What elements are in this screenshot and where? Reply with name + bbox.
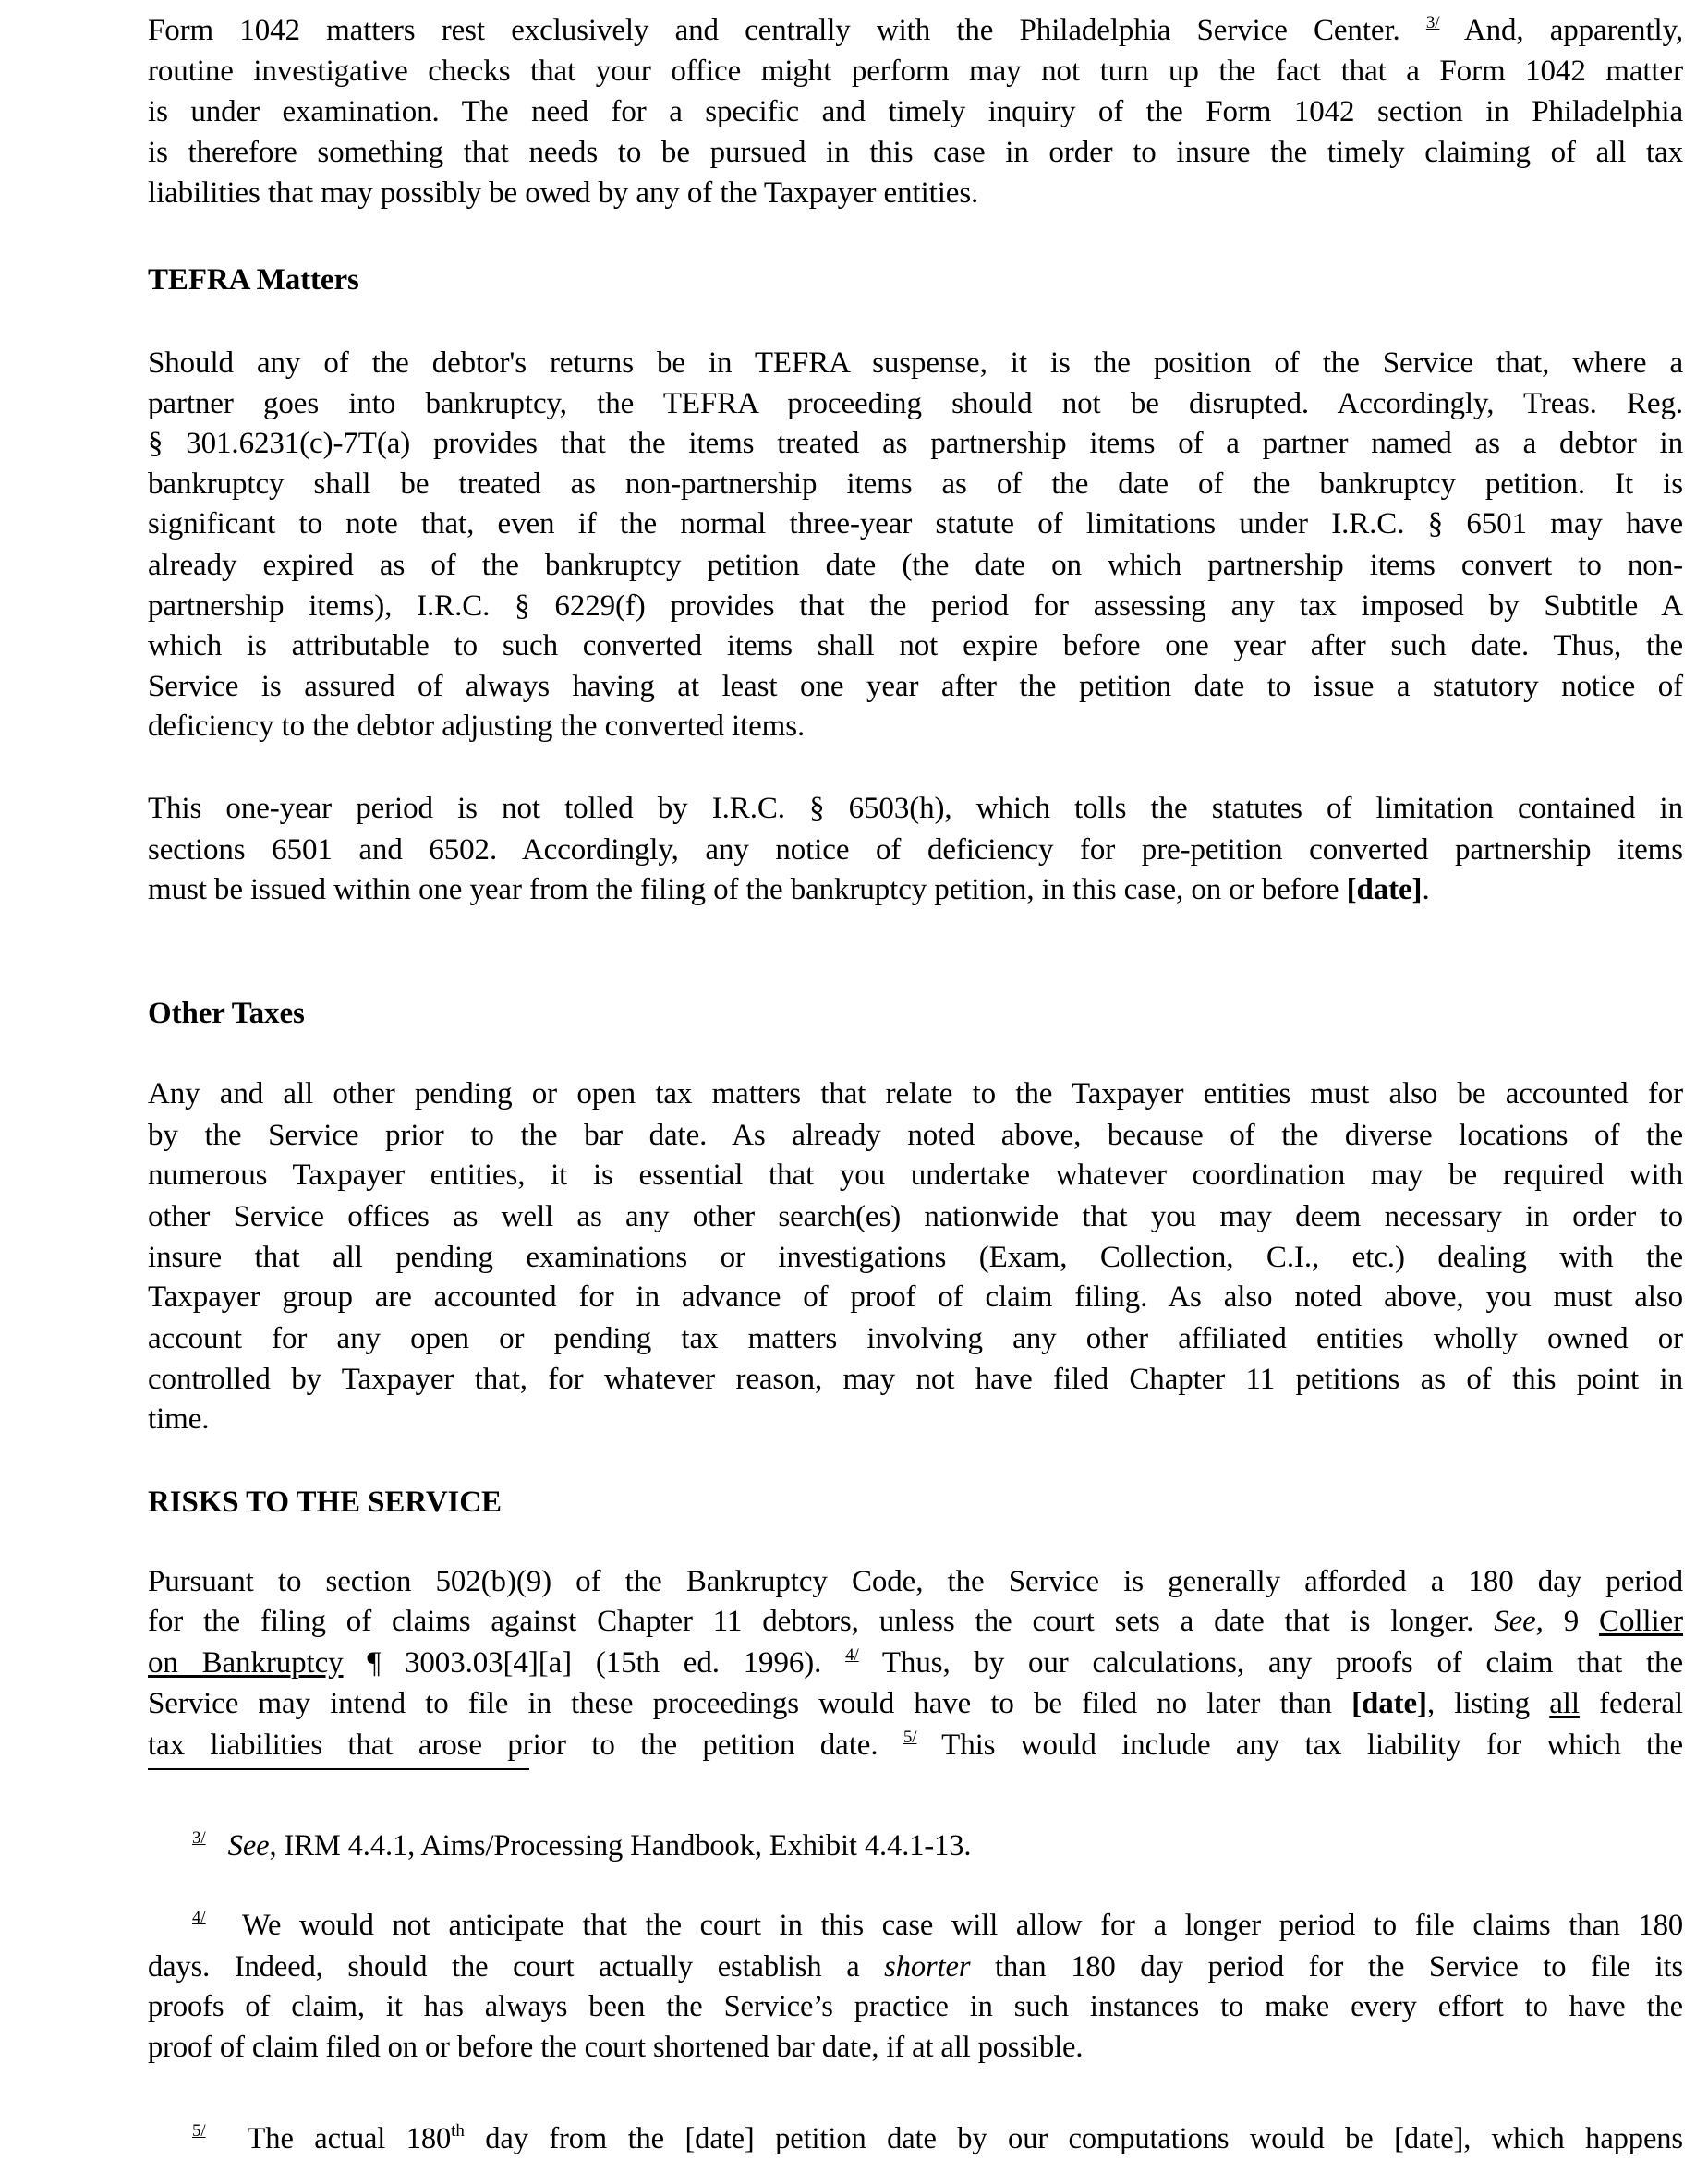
- tefra-line: Service is assured of always having at least one year after the petition date to issue a statutory notice of: [148, 670, 1683, 703]
- other-taxes-line: controlled by Taxpayer that, for whatever reason, may not have filed Chapter 11 petitions as of this point in: [148, 1363, 1683, 1396]
- footnote-5: [192, 2118, 1683, 2159]
- intro-line: is under examination. The need for a specific and timely inquiry of the Form 1042 section in Philadelphia: [148, 95, 1683, 128]
- other-taxes-line: account for any open or pending tax matters involving any other affiliated entities wholly owned or: [148, 1322, 1683, 1355]
- intro-text: Form 1042 matters rest exclusively and centrally with the Philadelphia Service Center.: [148, 14, 1426, 47]
- footnote-separator: [148, 1768, 529, 1770]
- other-taxes-line: Taxpayer group are accounted for in advance of proof of claim filing. As also noted above, you must also: [148, 1280, 1683, 1314]
- risks-text: tax liabilities that arose prior to the petition date.: [148, 1729, 903, 1762]
- emphasis-all: all: [1549, 1687, 1580, 1720]
- footnote-marker: 5/: [192, 2121, 206, 2141]
- risks-text: Thus, by our calculations, any proofs of claim that the: [858, 1646, 1684, 1680]
- other-taxes-line: insure that all pending examinations or investigations (Exam, Collection, C.I., etc.) dealing with the: [148, 1241, 1683, 1274]
- intro-line: routine investigative checks that your office might perform may not turn up the fact that a Form 1042 matter: [148, 55, 1683, 88]
- footnote-text: , IRM 4.4.1, Aims/Processing Handbook, Exhibit 4.4.1-13.: [269, 1829, 972, 1862]
- risks-text: , listing: [1426, 1687, 1550, 1720]
- citation-title: on Bankruptcy: [148, 1646, 344, 1680]
- tolling-text: must be issued within one year from the filing of the bankruptcy petition, in this case, on or before: [148, 873, 1347, 906]
- tolling-line: sections 6501 and 6502. Accordingly, any notice of deficiency for pre-petition converted partnership items: [148, 833, 1683, 867]
- footnote-text: than 180 day period for the Service to file its: [970, 1950, 1683, 1984]
- other-taxes-line: Any and all other pending or open tax matters that relate to the Taxpayer entities must also be accounted for: [148, 1077, 1683, 1110]
- other-taxes-line: by the Service prior to the bar date. As already noted above, because of the diverse locations of the: [148, 1119, 1683, 1152]
- risks-text: This would include any tax liability for which the: [916, 1729, 1684, 1762]
- emphasis-shorter: shorter: [884, 1950, 971, 1984]
- tefra-line: already expired as of the bankruptcy petition date (the date on which partnership items convert to non-: [148, 549, 1683, 582]
- footnote-4-line: proof of claim filed on or before the court shortened bar date, if at all possible.: [148, 2031, 1084, 2064]
- tefra-line: bankruptcy shall be treated as non-partnership items as of the date of the bankruptcy petition. It is: [148, 467, 1683, 501]
- date-placeholder: [date]: [1351, 1687, 1427, 1720]
- footnote-4-line: [148, 1947, 1683, 1987]
- intro-text: And, apparently,: [1439, 14, 1683, 47]
- footnote-ref-5[interactable]: 5/: [903, 1728, 917, 1747]
- risks-line: [148, 1683, 1683, 1724]
- risks-text: 9: [1543, 1605, 1600, 1638]
- tefra-line: partner goes into bankruptcy, the TEFRA proceeding should not be disrupted. Accordingly, Treas. Reg.: [148, 387, 1683, 420]
- heading-tefra-matters: TEFRA Matters: [148, 263, 359, 297]
- footnote-ref-4[interactable]: 4/: [845, 1645, 859, 1665]
- heading-other-taxes: Other Taxes: [148, 997, 305, 1030]
- tefra-line: § 301.6231(c)-7T(a) provides that the items treated as partnership items of a partner named as a debtor in: [148, 427, 1683, 460]
- risks-line: Pursuant to section 502(b)(9) of the Bankruptcy Code, the Service is generally afforded a 180 day period: [148, 1565, 1683, 1598]
- citation-signal: See,: [1494, 1605, 1544, 1638]
- footnote-ref-3[interactable]: 3/: [1425, 13, 1440, 32]
- risks-text: federal: [1579, 1687, 1683, 1720]
- ordinal-suffix: th: [451, 2121, 465, 2141]
- risks-text: Service may intend to file in these proceedings would have to be filed no later than: [148, 1687, 1352, 1720]
- footnote-4-line: [192, 1905, 1683, 1946]
- tefra-line: deficiency to the debtor adjusting the converted items.: [148, 710, 806, 743]
- heading-risks-to-the-service: RISKS TO THE SERVICE: [148, 1486, 502, 1519]
- citation-title: Collier: [1599, 1605, 1683, 1638]
- footnote-text: day from the [date] petition date by our computations would be [date], which happens: [464, 2122, 1683, 2155]
- citation-signal: See: [227, 1829, 270, 1862]
- other-taxes-line: other Service offices as well as any other search(es) nationwide that you may deem necessary in order to: [148, 1200, 1683, 1233]
- risks-line: [148, 1601, 1683, 1642]
- tolling-text: .: [1422, 873, 1430, 906]
- footnote-marker: 4/: [192, 1908, 206, 1927]
- tefra-line: Should any of the debtor's returns be in TEFRA suspense, it is the position of the Service that, where a: [148, 346, 1683, 380]
- risks-text: ¶ 3003.03[4][a] (15th ed. 1996).: [343, 1646, 846, 1680]
- footnote-text: We would not anticipate that the court in this case will allow for a longer period to file claims than 180: [242, 1909, 1683, 1942]
- risks-text: for the filing of claims against Chapter 11 debtors, unless the court sets a date that is longer.: [148, 1605, 1495, 1638]
- footnote-3: [192, 1826, 971, 1866]
- footnote-marker: 3/: [192, 1828, 206, 1848]
- intro-line: [148, 10, 1683, 51]
- tefra-line: partnership items), I.R.C. § 6229(f) provides that the period for assessing any tax imposed by Subtitle A: [148, 589, 1683, 623]
- tolling-line: [148, 869, 1430, 910]
- other-taxes-line: numerous Taxpayer entities, it is essential that you undertake whatever coordination may be required with: [148, 1159, 1683, 1192]
- footnote-4-line: proofs of claim, it has always been the Service’s practice in such instances to make every effort to have the: [148, 1990, 1683, 2023]
- risks-line: [148, 1725, 1683, 1765]
- footnote-text: The actual 180: [247, 2122, 452, 2155]
- tefra-line: significant to note that, even if the normal three-year statute of limitations under I.R.C. § 6501 may have: [148, 507, 1683, 540]
- tefra-line: which is attributable to such converted items shall not expire before one year after such date. Thus, the: [148, 629, 1683, 662]
- date-placeholder: [date]: [1346, 873, 1423, 906]
- intro-line: liabilities that may possibly be owed by any of the Taxpayer entities.: [148, 176, 979, 210]
- footnote-text: days. Indeed, should the court actually establish a: [148, 1950, 885, 1984]
- tolling-line: This one-year period is not tolled by I.R.C. § 6503(h), which tolls the statutes of limitation contained in: [148, 792, 1683, 825]
- intro-line: is therefore something that needs to be pursued in this case in order to insure the timely claiming of all tax: [148, 136, 1683, 169]
- risks-line: [148, 1643, 1683, 1683]
- other-taxes-line: time.: [148, 1402, 210, 1436]
